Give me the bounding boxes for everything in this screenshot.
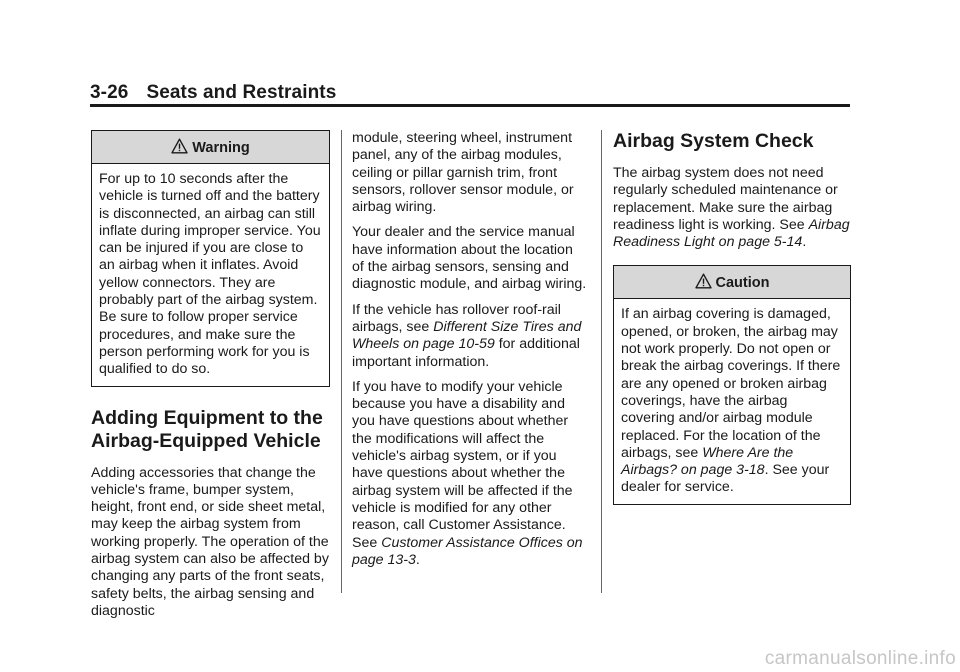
warning-triangle-icon: [695, 273, 712, 289]
check-paragraph: The airbag system does not need regularly scheduled maintenance or replacement. Make sure the airbag readiness light is working. See Airbag Readiness Light on page 5-14.: [613, 165, 850, 251]
warning-header: [92, 131, 329, 164]
adding-paragraph-1-continued: module, steering wheel, instrument panel, any of the airbag modules, ceiling or pillar garnish trim, front sensors, rollover sensor module, or airbag wiring.: [352, 130, 574, 216]
adding-paragraph-2: Your dealer and the service manual have information about the location of the airbag sensors, sensing and diagnostic module, and airbag wiring.: [352, 224, 587, 293]
adding-paragraph-3: If the vehicle has rollover roof-rail airbags, see Different Size Tires and Wheels on page 10-59 for additional important information.: [352, 301, 582, 370]
airbag-system-check-heading: Airbag System Check: [613, 130, 814, 152]
watermark: carmanualsonline.info: [764, 648, 956, 669]
header-rule: [90, 104, 850, 107]
adding-equipment-heading: Adding Equipment to the Airbag-Equipped Vehicle: [91, 406, 323, 452]
page-number: 3-26: [90, 82, 129, 103]
column-left: [91, 130, 330, 628]
warning-text: For up to 10 seconds after the vehicle is turned off and the battery is disconnected, an airbag can still inflate during improper service. You can be injured if you are close to an airbag when it inflates. Avoid yellow connectors. They are probably part of the airbag system. Be sure to follow proper service procedures, and make sure the person performing work for you is qualified to do so.: [99, 171, 321, 378]
tires-wheels-reference[interactable]: Different Size Tires and Wheels on page 10-59: [352, 318, 582, 353]
caution-box: [613, 265, 851, 504]
page-header: [90, 82, 850, 104]
airbag-location-reference[interactable]: Where Are the Airbags? on page 3-18: [621, 444, 794, 479]
column-divider-left: [341, 130, 342, 593]
column-divider-right: [601, 130, 602, 593]
adding-paragraph-4: If you have to modify your vehicle because you have a disability and you have questions about whether the modifications will affect the vehicle's airbag system, or if you have questions about whether the airbag system will be affected if the vehicle is modified for any other reason, call Customer Assistance. See Customer Assistance Offices on page 13-3.: [352, 378, 583, 568]
readiness-light-reference[interactable]: Airbag Readiness Light on page 5-14: [613, 216, 850, 251]
caution-text: If an airbag covering is damaged, opened, or broken, the airbag may not work properly. Do not open or break the airbag coverings. If there are any opened or broken airbag coverings, have the airbag covering and/or airbag module replaced. For the location of the airbags, see Where Are the Airbags? on page 3-18. See your dealer for service.: [621, 306, 841, 496]
adding-paragraph-1: Adding accessories that change the vehicle's frame, bumper system, height, front end, or side sheet metal, may keep the airbag system from working properly. The operation of the airbag system can also be affected by changing any parts of the front seats, safety belts, the airbag sensing and diagnostic: [91, 464, 329, 619]
warning-triangle-icon: [171, 138, 188, 154]
customer-assistance-reference[interactable]: Customer Assistance Offices on page 13-3: [352, 534, 583, 568]
warning-box: [91, 130, 330, 387]
caution-title: Caution: [715, 275, 770, 292]
warning-title: Warning: [192, 140, 250, 156]
column-middle: [352, 130, 588, 577]
section-title: Seats and Restraints: [146, 82, 337, 103]
caution-header: [614, 266, 850, 299]
column-right: [613, 130, 851, 519]
